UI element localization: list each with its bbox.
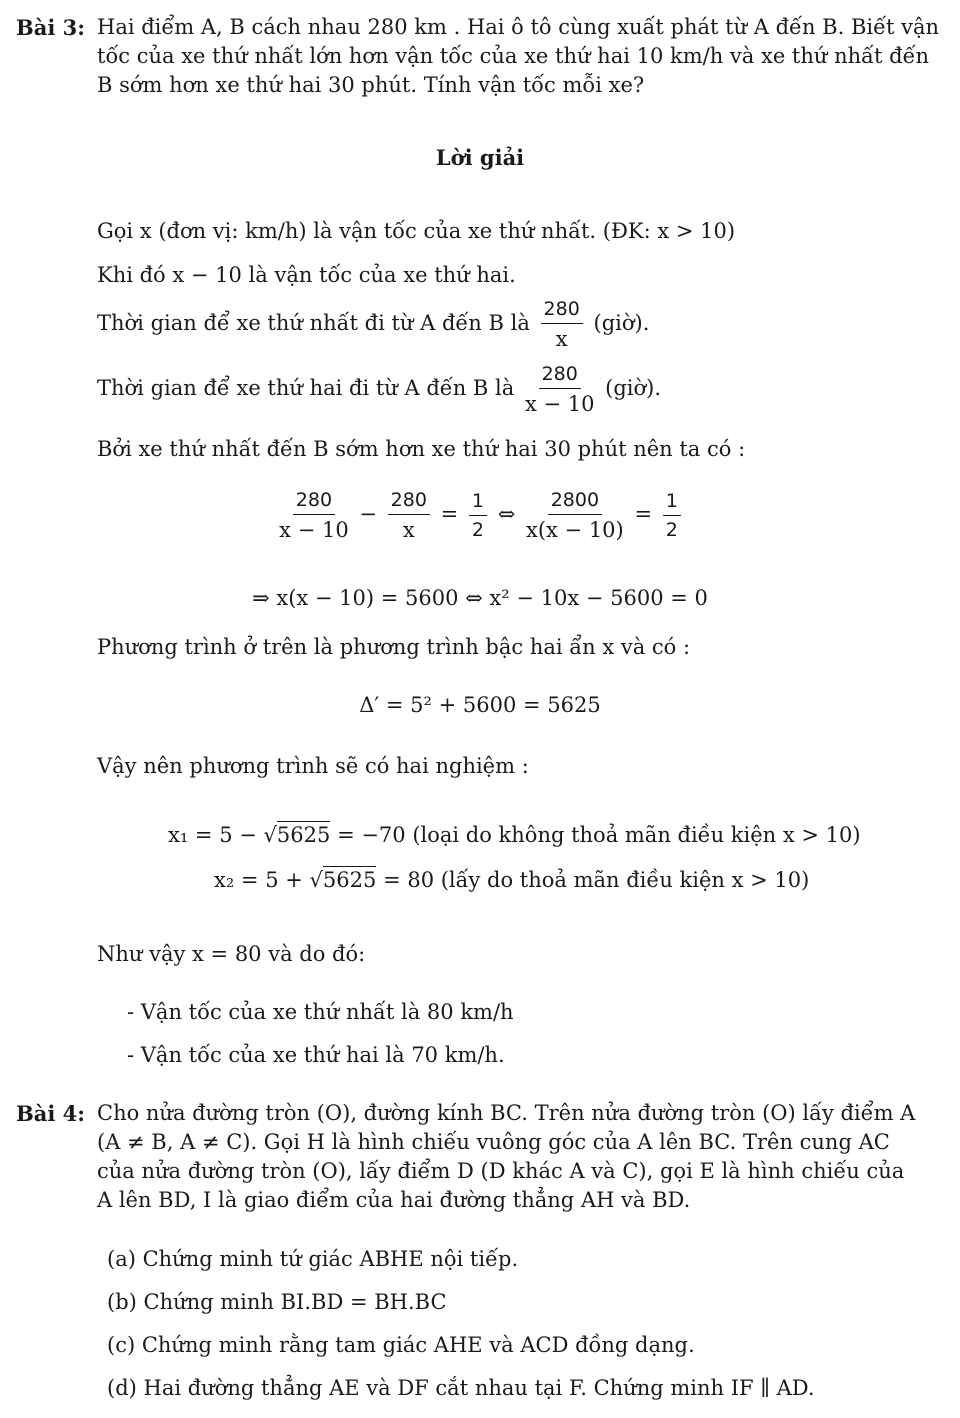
problem-4-line-2: (A ≠ B, A ≠ C). Gọi H là hình chiếu vuông góc của A lên BC. Trên cung AC — [97, 1130, 890, 1154]
eq1-iff: ⇔ — [497, 502, 516, 526]
solution-para-4 — [97, 363, 661, 416]
eq1-f5-den: 2 — [665, 519, 678, 541]
eq1-f2-den: x — [402, 518, 415, 542]
eq1-fraction-1 — [279, 489, 349, 542]
eq1-fraction-4 — [526, 489, 624, 542]
eq1-f1-den: x − 10 — [279, 518, 349, 542]
solution-para-8: Như vậy x = 80 và do đó: — [97, 942, 366, 966]
eq1-fraction-5 — [663, 490, 681, 541]
eq1-f4-den: x(x − 10) — [526, 518, 624, 542]
eq1-equals: = — [440, 502, 459, 526]
solution-para-5: Bởi xe thứ nhất đến B sớm hơn xe thứ hai 30 phút nên ta có : — [97, 437, 746, 461]
para-3-text: Thời gian để xe thứ nhất đi từ A đến B là — [97, 311, 530, 335]
solution-para-6: Phương trình ở trên là phương trình bậc hai ẩn x và có : — [97, 635, 691, 659]
fraction-denominator: x — [555, 327, 568, 351]
eq1-minus: − — [359, 502, 377, 526]
eq1-f3-num: 1 — [469, 490, 487, 516]
para-4-unit: (giờ). — [605, 376, 662, 400]
root-1-suffix: = −70 (loại do không thoả mãn điều kiện x > 10) — [337, 823, 861, 847]
solution-para-7: Vậy nên phương trình sẽ có hai nghiệm : — [97, 754, 529, 778]
solution-para-3 — [97, 298, 649, 351]
solution-heading: Lời giải — [435, 145, 525, 170]
equation-1 — [0, 489, 960, 542]
root-2: x₂ = 5 + √5625 = 80 (lấy do thoả mãn điều kiện x > 10) — [214, 868, 810, 892]
fraction-280-over-x-minus-10 — [525, 363, 595, 416]
solution-para-2: Khi đó x − 10 là vận tốc của xe thứ hai. — [97, 263, 516, 287]
eq1-f3-den: 2 — [471, 519, 485, 541]
problem-4-item-c: (c) Chứng minh rằng tam giác AHE và ACD đồng dạng. — [107, 1333, 695, 1357]
equation-3: Δ′ = 5² + 5600 = 5625 — [359, 693, 601, 717]
problem-4-line-3: của nửa đường tròn (O), lấy điểm D (D khác A và C), gọi E là hình chiếu của — [97, 1159, 905, 1183]
fraction-numerator: 280 — [541, 298, 583, 324]
answer-1: - Vận tốc của xe thứ nhất là 80 km/h — [127, 1000, 514, 1024]
problem-3-line-1: Hai điểm A, B cách nhau 280 km . Hai ô tô cùng xuất phát từ A đến B. Biết vận — [97, 15, 940, 39]
problem-3-line-2: tốc của xe thứ nhất lớn hơn vận tốc của xe thứ hai 10 km/h và xe thứ nhất đến — [97, 44, 930, 68]
problem-3-label: Bài 3: — [16, 15, 86, 40]
problem-3-line-3: B sớm hơn xe thứ hai 30 phút. Tính vận tốc mỗi xe? — [97, 73, 645, 97]
eq1-f4-num: 2800 — [548, 489, 602, 515]
para-3-unit: (giờ). — [593, 311, 650, 335]
solution-para-1: Gọi x (đơn vị: km/h) là vận tốc của xe thứ nhất. (ĐK: x > 10) — [97, 219, 736, 243]
eq1-fraction-3 — [469, 490, 487, 541]
eq1-f2-num: 280 — [388, 489, 430, 515]
root-1-radicand: 5625 — [276, 823, 331, 847]
eq1-f5-num: 1 — [663, 490, 681, 516]
para-4-text: Thời gian để xe thứ hai đi từ A đến B là — [97, 376, 515, 400]
root-2-radicand: 5625 — [322, 868, 377, 892]
fraction-denominator: x − 10 — [524, 392, 595, 416]
root-2-prefix: x₂ = 5 + — [214, 868, 303, 892]
root-1: x₁ = 5 − √5625 = −70 (loại do không thoả mãn điều kiện x > 10) — [168, 823, 861, 847]
root-1-prefix: x₁ = 5 − — [168, 823, 257, 847]
answer-2: - Vận tốc của xe thứ hai là 70 km/h. — [127, 1043, 505, 1067]
eq1-fraction-2 — [388, 489, 430, 542]
equation-2: ⇒ x(x − 10) = 5600 ⇔ x² − 10x − 5600 = 0 — [252, 586, 708, 610]
root-2-suffix: = 80 (lấy do thoả mãn điều kiện x > 10) — [383, 868, 810, 892]
problem-4-line-1: Cho nửa đường tròn (O), đường kính BC. Trên nửa đường tròn (O) lấy điểm A — [97, 1101, 916, 1125]
problem-4-item-b: (b) Chứng minh BI.BD = BH.BC — [107, 1290, 447, 1314]
problem-4-item-d: (d) Hai đường thẳng AE và DF cắt nhau tại F. Chứng minh IF ∥ AD. — [107, 1376, 815, 1400]
fraction-280-over-x — [541, 298, 583, 351]
problem-4-label: Bài 4: — [16, 1101, 86, 1126]
eq1-f1-num: 280 — [293, 489, 335, 515]
eq1-equals-2: = — [634, 502, 653, 526]
fraction-numerator: 280 — [539, 363, 581, 389]
problem-4-item-a: (a) Chứng minh tứ giác ABHE nội tiếp. — [107, 1247, 519, 1271]
problem-4-line-4: A lên BD, I là giao điểm của hai đường thẳng AH và BD. — [97, 1188, 691, 1212]
